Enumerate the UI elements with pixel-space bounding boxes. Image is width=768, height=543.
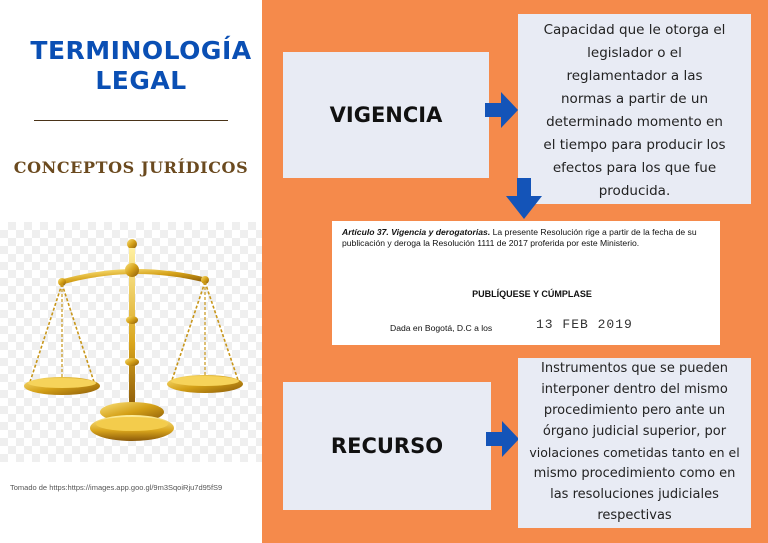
definition-line: procedimiento pero ante un — [543, 403, 726, 418]
definition-recurso — [518, 358, 751, 528]
definition-line: legislador o el — [587, 45, 682, 61]
article-paragraph — [342, 227, 716, 249]
dada-line: Dada en Bogotá, D.C a los — [390, 323, 493, 333]
publish-line: PUBLÍQUESE Y CÚMPLASE — [472, 289, 592, 299]
main-title-line2: LEGAL — [95, 66, 187, 95]
term-vigencia: VIGENCIA — [329, 103, 443, 127]
arrow-right-icon — [486, 419, 520, 459]
left-panel — [0, 0, 262, 543]
definition-line: Instrumentos que se pueden — [541, 361, 728, 376]
definition-line: el tiempo para producir los — [543, 137, 726, 153]
title-divider — [34, 120, 228, 121]
definition-line: las resoluciones judiciales — [550, 487, 719, 502]
date-stamp: 13 FEB 2019 — [536, 317, 633, 332]
definition-line: mismo procedimiento como en — [533, 466, 736, 481]
definition-line: violaciones cometidas tanto en el — [529, 445, 740, 460]
term-box-recurso — [283, 382, 491, 510]
image-credit: Tomado de https:https://images.app.goo.gl/9m3SqoiRju7d95fS9 — [10, 483, 223, 492]
term-box-vigencia — [283, 52, 489, 178]
arrow-right-icon — [485, 90, 519, 130]
definition-line: Capacidad que le otorga el — [543, 22, 726, 38]
arrow-down-icon — [505, 178, 543, 220]
main-title — [0, 36, 282, 96]
definition-line: efectos para los que fue — [552, 160, 717, 176]
definition-line: interponer dentro del mismo — [541, 382, 728, 397]
definition-line: órgano judicial superior, por — [542, 424, 727, 439]
definition-line: normas a partir de un — [561, 91, 708, 107]
term-recurso: RECURSO — [330, 434, 444, 458]
scales-of-justice-icon — [0, 222, 262, 462]
subtitle: CONCEPTOS JURÍDICOS — [13, 158, 249, 177]
definition-vigencia — [518, 14, 751, 204]
main-title-line1: TERMINOLOGÍA — [30, 36, 252, 65]
definition-line: reglamentador a las — [566, 68, 703, 84]
definition-line: producida. — [598, 183, 671, 199]
definition-line: determinado momento en — [546, 114, 723, 130]
scale-image — [0, 222, 262, 462]
article-text: La presente Resolución rige a partir de la fecha de su publicación y deroga la Resolución 1111 de 2017 proferida por este Ministerio. — [342, 227, 697, 248]
definition-line: respectivas — [597, 508, 672, 523]
resolution-excerpt — [332, 221, 720, 345]
article-heading: Artículo 37. Vigencia y derogatorias. — [342, 227, 491, 237]
